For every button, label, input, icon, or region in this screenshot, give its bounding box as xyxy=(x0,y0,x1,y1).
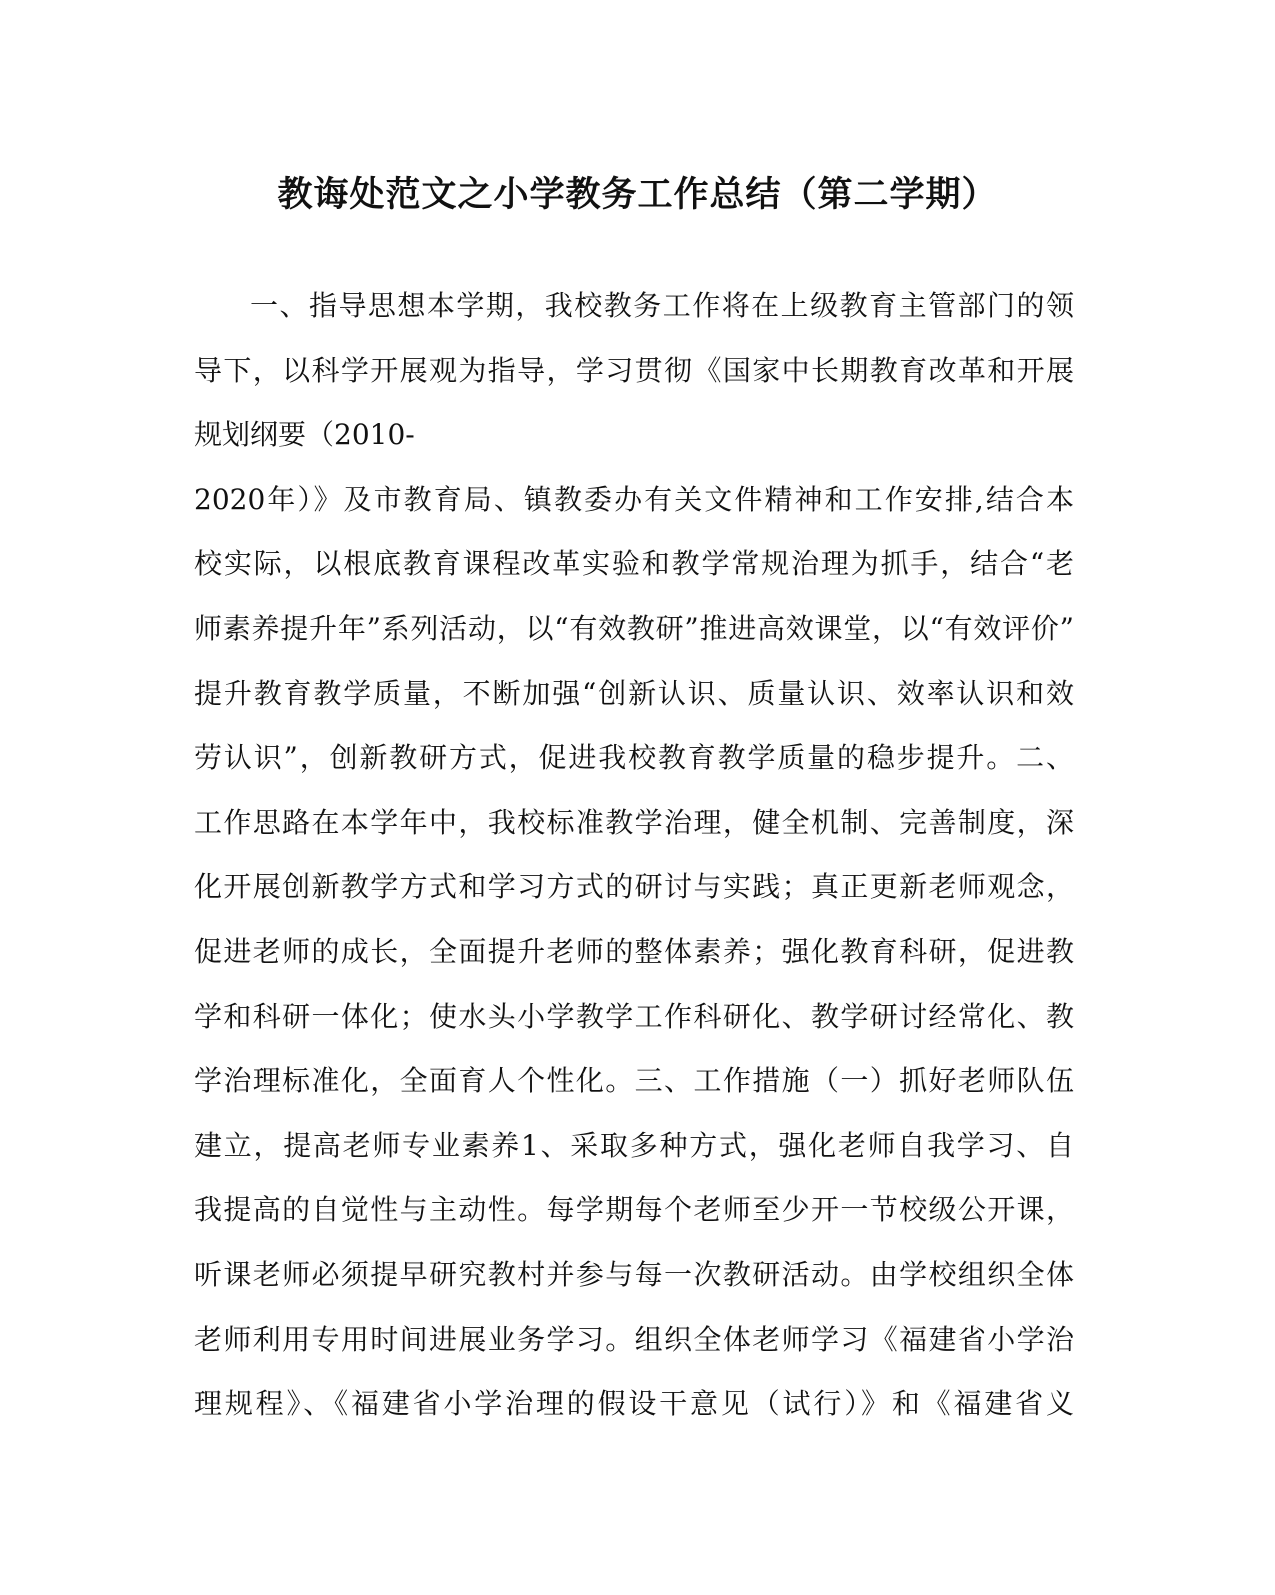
body-line: 师素养提升年”系列活动，以“有效教研”推进高效课堂，以“有效评价” xyxy=(194,611,1074,645)
body-line: 校实际，以根底教育课程改革实验和教学常规治理为抓手，结合“老 xyxy=(194,547,1074,581)
body-line: 促进老师的成长，全面提升老师的整体素养；强化教育科研，促进教 xyxy=(194,934,1074,968)
body-line: 导下，以科学开展观为指导，学习贯彻《国家中长期教育改革和开展 xyxy=(194,353,1074,387)
body-line: 一、指导思想本学期，我校教务工作将在上级教育主管部门的领 xyxy=(250,289,1074,322)
body-line: 学治理标准化，全面育人个性化。三、工作措施（一）抓好老师队伍 xyxy=(194,1064,1074,1098)
body-line: 听课老师必须提早研究教村并参与每一次教研活动。由学校组织全体 xyxy=(194,1257,1074,1291)
body-line: 老师利用专用时间进展业务学习。组织全体老师学习《福建省小学治 xyxy=(194,1322,1074,1356)
body-line: 工作思路在本学年中，我校标准教学治理，健全机制、完善制度，深 xyxy=(194,805,1074,839)
body-line: 我提高的自觉性与主动性。每学期每个老师至少开一节校级公开课， xyxy=(194,1193,1074,1227)
body-line: 理规程》、《福建省小学治理的假设干意见（试行）》和《福建省义 xyxy=(194,1387,1074,1421)
document-body xyxy=(194,274,1074,1437)
body-line: 化开展创新教学方式和学习方式的研讨与实践；真正更新老师观念， xyxy=(194,870,1074,904)
body-line: 建立，提高老师专业素养1、采取多种方式，强化老师自我学习、自 xyxy=(194,1128,1074,1162)
body-line: 劳认识”，创新教研方式，促进我校教育教学质量的稳步提升。二、 xyxy=(194,741,1074,775)
body-line: 规划纲要（2010- xyxy=(194,418,415,452)
document-title: 教诲处范文之小学教务工作总结（第二学期） xyxy=(277,174,998,215)
body-line: 2020年）》及市教育局、镇教委办有关文件精神和工作安排,结合本 xyxy=(194,482,1074,516)
body-line: 提升教育教学质量，不断加强“创新认识、质量认识、效率认识和效 xyxy=(194,676,1074,710)
body-line: 学和科研一体化；使水头小学教学工作科研化、教学研讨经常化、教 xyxy=(194,999,1074,1033)
